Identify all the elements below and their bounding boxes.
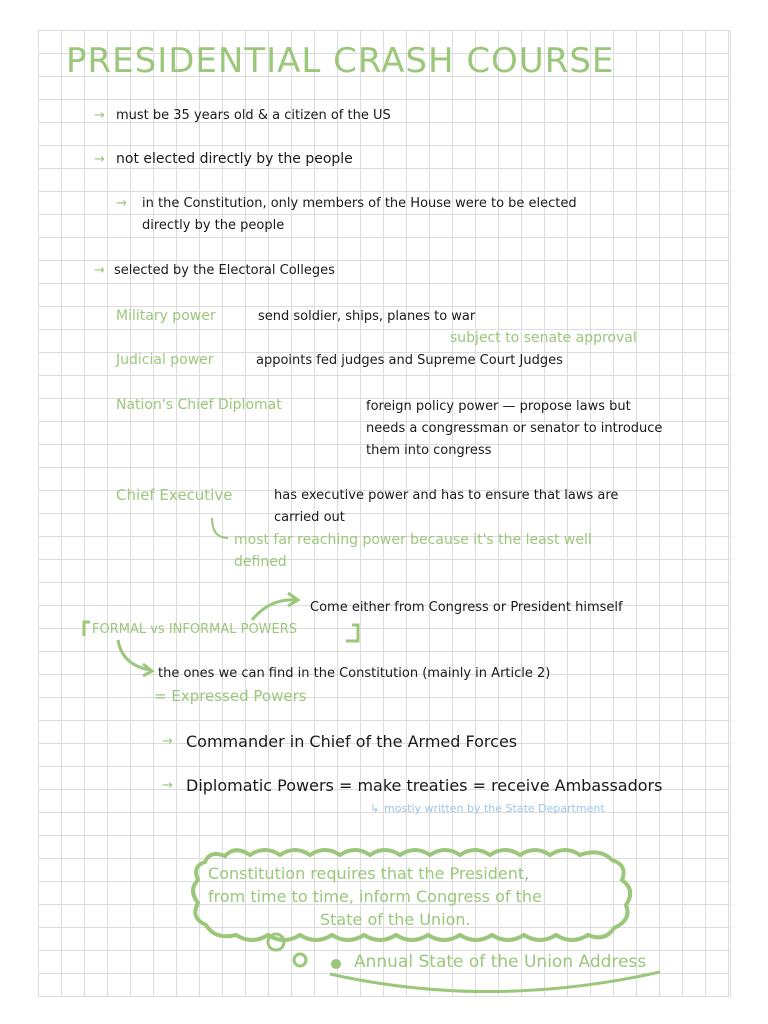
chief-executive-label: Chief Executive	[116, 486, 233, 504]
formal-powers-line: the ones we can find in the Constitution (mainly in Article 2)	[158, 666, 551, 681]
annual-address-label: Annual State of the Union Address	[354, 952, 647, 972]
chief-diplomat-label: Nation's Chief Diplomat	[116, 397, 282, 413]
judicial-power-label: Judicial power	[116, 352, 214, 368]
executive-note-line2: defined	[234, 554, 287, 570]
military-power-text: send soldier, ships, planes to war	[258, 309, 476, 324]
arrow-icon: →	[116, 196, 127, 211]
bullet-electoral-colleges: selected by the Electoral Colleges	[114, 263, 335, 278]
chief-diplomat-line3: them into congress	[366, 443, 492, 458]
page-title: PRESIDENTIAL CRASH COURSE	[66, 41, 615, 81]
state-department-note: mostly written by the State Department	[384, 802, 605, 815]
military-power-label: Military power	[116, 308, 216, 324]
chief-executive-line1: has executive power and has to ensure that laws are	[274, 488, 619, 503]
executive-note-line1: most far reaching power because it's the least well	[234, 532, 592, 548]
callout-line3: State of the Union.	[320, 910, 471, 929]
chief-executive-line2: carried out	[274, 510, 345, 525]
arrow-icon: →	[94, 263, 105, 278]
callout-line2: from time to time, inform Congress of the	[208, 887, 542, 906]
diplomatic-powers-item: Diplomatic Powers = make treaties = receive Ambassadors	[186, 776, 663, 795]
arrow-icon: →	[94, 152, 105, 167]
bullet-not-elected: not elected directly by the people	[116, 151, 353, 167]
sub-bullet-house-line2: directly by the people	[142, 218, 285, 233]
informal-powers-note: Come either from Congress or President himself	[310, 600, 623, 615]
hook-icon: ↳	[370, 802, 380, 815]
bullet-age-citizen: must be 35 years old & a citizen of the US	[116, 108, 391, 123]
expressed-powers-label: = Expressed Powers	[154, 687, 307, 705]
grid-paper	[38, 30, 731, 997]
senate-approval-note: subject to senate approval	[450, 330, 637, 346]
formal-informal-heading: FORMAL vs INFORMAL POWERS	[92, 622, 298, 637]
commander-in-chief-item: Commander in Chief of the Armed Forces	[186, 732, 518, 751]
arrow-icon: →	[162, 778, 173, 793]
arrow-icon: →	[162, 734, 173, 749]
callout-line1: Constitution requires that the President,	[208, 864, 530, 883]
judicial-power-text: appoints fed judges and Supreme Court Judges	[256, 353, 563, 368]
chief-diplomat-line2: needs a congressman or senator to introduce	[366, 421, 663, 436]
chief-diplomat-line1: foreign policy power — propose laws but	[366, 399, 631, 414]
arrow-icon: →	[94, 108, 105, 123]
sub-bullet-house-line1: in the Constitution, only members of the House were to be elected	[142, 196, 577, 211]
